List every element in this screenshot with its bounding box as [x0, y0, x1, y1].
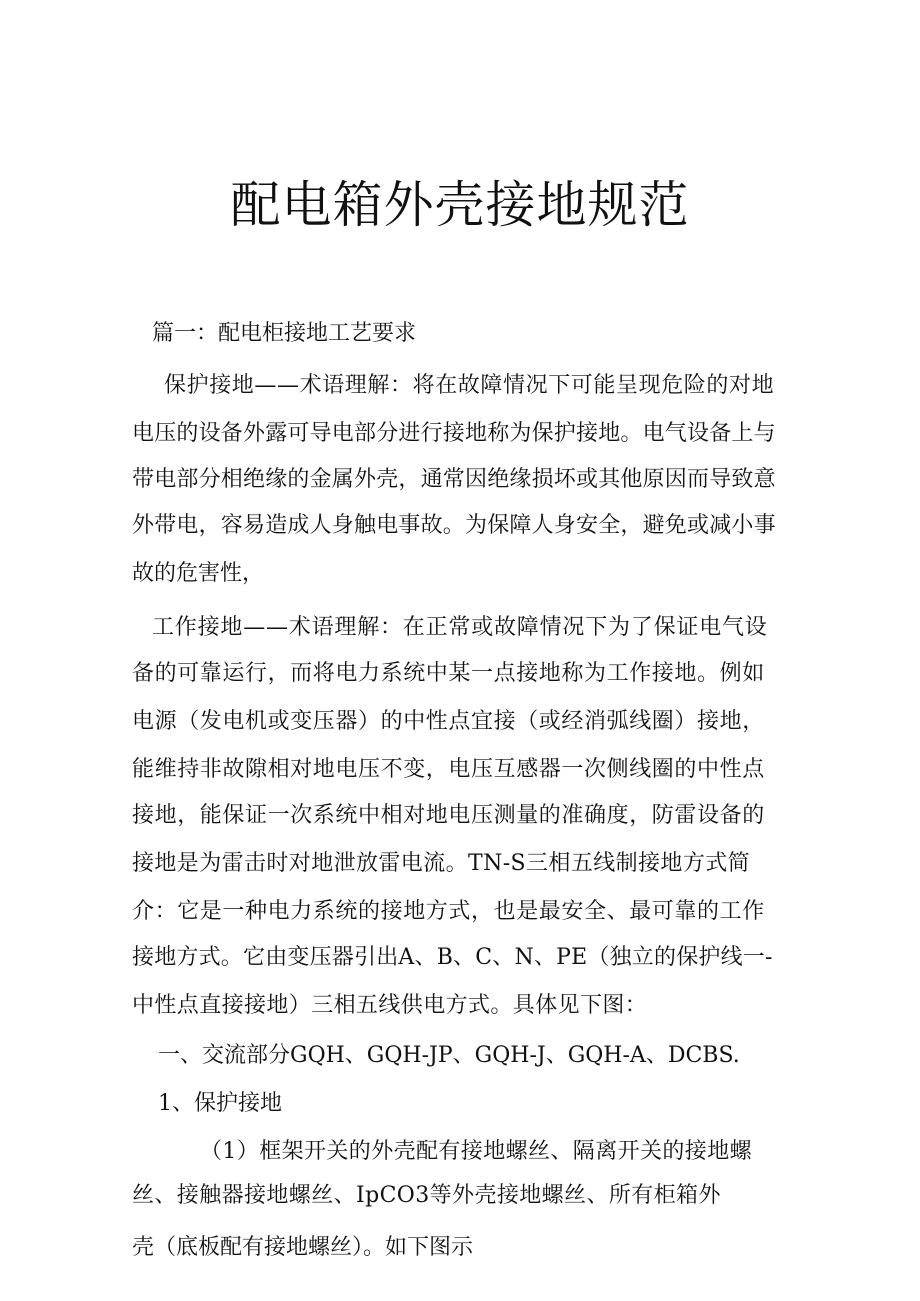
paragraph-line: 保护接地——术语理解：将在故障情况下可能呈现危险的对地: [164, 373, 775, 398]
paragraph-line: 接地，能保证一次系统中相对地电压测量的准确度，防雷设备的: [132, 803, 765, 828]
section-heading: 篇一：配电柜接地工艺要求: [152, 321, 417, 346]
paragraph-line: 电源（发电机或变压器）的中性点宜接（或经消弧线圈）接地，: [132, 709, 765, 734]
paragraph-line: 外带电，容易造成人身触电事故。为保障人身安全，避免或减小事: [132, 513, 776, 538]
paragraph-line: 介：它是一种电力系统的接地方式，也是最安全、最可靠的工作: [132, 899, 765, 924]
paragraph-line: 丝、接触器接地螺丝、IpCO3等外壳接地螺丝、所有柜箱外: [132, 1183, 721, 1208]
paragraph-line: 接地是为雷击时对地泄放雷电流。TN-S三相五线制接地方式简: [132, 851, 751, 876]
paragraph-line: 壳（底板配有接地螺丝）。如下图示: [132, 1235, 474, 1260]
paragraph-line: 电压的设备外露可导电部分进行接地称为保护接地。电气设备上与: [132, 421, 776, 446]
subsection-heading: 1、保护接地: [158, 1091, 282, 1116]
page-title: 配电箱外壳接地规范: [230, 176, 690, 234]
paragraph-line: 故的危害性，: [132, 561, 265, 586]
paragraph-line: 备的可靠运行，而将电力系统中某一点接地称为工作接地。例如: [132, 661, 765, 686]
paragraph-line: 接地方式。它由变压器引出A、B、C、N、PE（独立的保护线一-: [132, 945, 773, 970]
paragraph-line: 中性点直接接地）三相五线供电方式。具体见下图：: [132, 993, 648, 1018]
paragraph-line: 工作接地——术语理解：在正常或故障情况下为了保证电气设: [152, 615, 768, 640]
subsection-heading: 一、交流部分GQH、GQH-JP、GQH-J、GQH-A、DCBS.: [158, 1043, 740, 1068]
paragraph-line: 能维持非故隙相对地电压不变，电压互感器一次侧线圈的中性点: [132, 757, 765, 782]
paragraph-line: （1）框架开关的外壳配有接地螺丝、隔离开关的接地螺: [200, 1139, 752, 1164]
paragraph-line: 带电部分相绝缘的金属外壳，通常因绝缘损坏或其他原因而导致意: [132, 467, 776, 492]
